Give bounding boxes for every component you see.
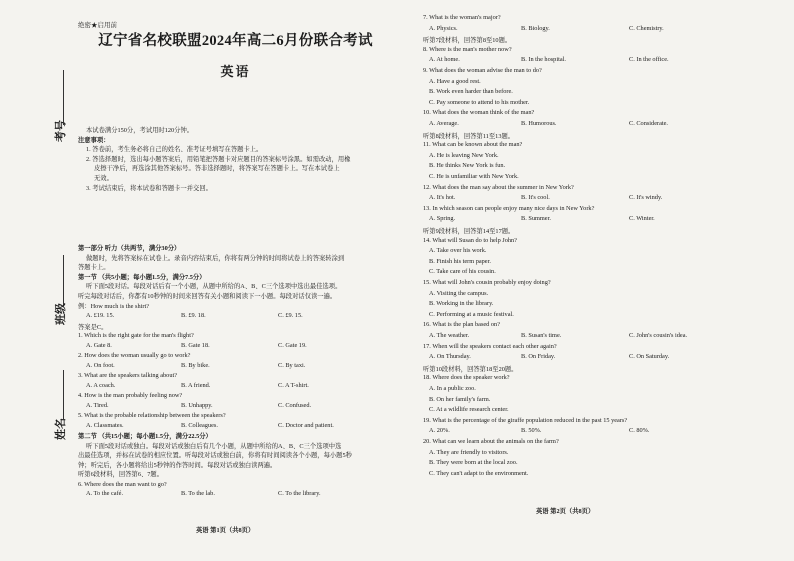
question: 5. What is the probable relationship between the speakers? [78,412,226,419]
option: A. A coach. [86,382,116,389]
option: B. Gate 18. [181,342,210,349]
sidebar-label-class: 班级 [54,303,67,325]
section2-title: 第二节 （共15小题；每小题1.5分，满分22.5分） [78,433,212,440]
material-note: 听第7段材料，回答第8至10题。 [423,37,512,45]
question: 2. How does the woman usually go to work? [78,352,191,359]
question: 3. What are the speakers talking about? [78,372,178,379]
example-option: B. £9. 18. [181,312,206,319]
example-option: A. £19. 15. [86,312,115,319]
section2-desc-line: 钟；听完后，各小题将给出5秒钟的作答时间。每段对话或独白读两遍。 [78,461,277,469]
option: A. Tired. [86,402,109,409]
option: B. Work even harder than before. [429,88,513,96]
option: A. Gate 8. [86,342,112,349]
option: A. It's hot. [429,194,456,202]
notice-line: 皮擦干净后，再选涂其他答案标号。答非选择题时，将答案写在答题卡上。写在本试卷上 [94,165,340,173]
option: C. At a wildlife research center. [429,406,509,414]
section2-desc-line: 听下面5段对话或独白。每段对话或独白后有几个小题，从题中所给的A、B、C三个选项中选 [86,442,342,450]
option: A. 20%. [429,427,450,435]
option: B. He thinks New York is fun. [429,162,506,170]
section2-desc-line: 出最佳选项，并标在试卷的相应位置。听每段对话或独白前，你将有时间阅读各个小题，每小题5秒 [78,452,352,460]
question: 11. What can be known about the man? [423,141,523,149]
option: A. He is leaving New York. [429,151,499,159]
part1-desc-line: 答题卡上。 [78,264,110,272]
page-2 [423,12,743,547]
option: B. Finish his term paper. [429,257,491,265]
option: A. They are friendly to visitors. [429,448,509,456]
exam-title: 辽宁省名校联盟2024年高二6月份联合考试 [98,33,373,49]
option: A. In a public zoo. [429,385,476,392]
question: 15. What will John's cousin probably enjoy doing? [423,279,551,286]
option: A. Spring. [429,215,456,223]
exam-number-line [63,70,64,125]
option: A. The weather. [429,332,470,339]
question: 18. Where does the speaker work? [423,374,510,382]
sidebar-label-name: 姓名 [54,418,67,440]
question: 17. When will the speakers contact each other again? [423,342,557,350]
option: A. On Thursday. [429,353,471,361]
option: B. 50%. [521,427,542,435]
option: C. They can't adapt to the environment. [429,469,529,477]
instructions [78,126,393,193]
option: C. Chemistry. [629,24,664,32]
example-option: C. £9. 15. [278,312,303,319]
binding-sidebar [0,0,70,561]
section1-title: 第一节 （共5小题；每小题1.5分，满分7.5分） [78,273,206,281]
option: B. To the lab. [181,490,215,497]
option: C. Performing at a music festival. [429,310,514,318]
notice-line: 3. 考试结束后，将本试卷和答题卡一并交回。 [86,184,212,192]
question: 8. Where is the man's mother now? [423,45,512,53]
option: C. A T-shirt. [278,382,309,389]
option: B. Summer. [521,215,551,223]
option: A. To the café. [86,490,124,497]
option: B. In the hospital. [521,56,566,64]
option: C. It's windy. [629,194,663,202]
option: C. 80%. [629,427,650,435]
option: C. In the office. [629,56,669,64]
sidebar-label-exam-number: 考号 [54,120,67,142]
option: B. It's cool. [521,194,550,202]
question: 4. How is the man probably feeling now? [78,392,183,399]
option: C. To the library. [278,490,321,497]
part1-title: 第一部分 听力（共两节，满分30分） [78,245,181,252]
question: 14. What will Susan do to help John? [423,236,517,244]
option: B. A friend. [181,382,211,389]
option: B. They were born at the local zoo. [429,459,518,467]
option: A. Physics. [429,24,458,32]
section1-desc-line: 听完每段对话后，你都有10秒钟的时间来回答有关小题和阅读下一小题。每段对话仅读一遍。 [78,292,337,300]
option: C. Gate 19. [278,342,307,349]
class-line [63,255,64,305]
subject-title: 英语 [220,64,251,79]
question: 1. Which is the right gate for the man's flight? [78,332,194,339]
example-answer: 答案是C。 [78,324,108,331]
page-footer: 英语 第1页（共8页） [196,527,255,534]
example-question: 例：How much is the shirt? [78,302,150,310]
option: B. Working in the library. [429,300,494,308]
part1-desc-line: 做题时，先将答案标在试卷上。录音内容结束后，你将有两分钟的时间将试卷上的答案转涂到 [86,254,345,262]
notice-heading: 注意事项： [78,136,110,144]
question: 7. What is the woman's major? [423,14,501,21]
option: B. Humorous. [521,120,557,127]
part1-header [78,244,393,311]
option: B. On her family's farm. [429,395,491,403]
option: B. Colleagues. [181,422,218,429]
section1-desc-line: 听下面5段对话。每段对话后有一个小题，从题中所给的A、B、C三个选项中选出最佳选项。 [86,283,342,291]
option: C. Winter. [629,215,655,223]
option: C. Considerate. [629,120,668,127]
option: A. At home. [429,56,460,64]
material-note: 听第10段材料，回答第18至20题。 [423,365,518,373]
option: C. Take care of his cousin. [429,268,496,276]
option: A. Take over his work. [429,247,487,255]
option: A. Visiting the campus. [429,289,489,297]
option: B. By bike. [181,362,210,369]
page-footer: 英语 第2页（共8页） [536,508,595,515]
option: A. Have a good rest. [429,77,481,85]
option: C. He is unfamiliar with New York. [429,173,519,180]
confidential-mark: 绝密★启用前 [78,22,117,29]
option: C. Confused. [278,402,312,409]
question: 10. What does the woman think of the man? [423,109,535,117]
option: B. Unhappy. [181,402,213,409]
option: A. Average. [429,120,459,127]
notice-line: 1. 答卷前，考生务必将自己的姓名、准考证号填写在答题卡上。 [86,146,263,154]
option: C. By taxi. [278,362,306,369]
option: C. Pay someone to attend to his mother. [429,98,530,106]
question: 12. What does the man say about the summer in New York? [423,183,574,191]
question: 9. What does the woman advise the man to do? [423,67,542,74]
option: A. On foot. [86,362,115,369]
notice-line: 2. 答选择题时，选出每小题答案后，用铅笔把答题卡对应题目的答案标号涂黑。如需改动，用橡 [86,155,351,163]
question: 6. Where does the man want to go? [78,480,167,488]
question: 19. What is the percentage of the giraffe population reduced in the past 15 years? [423,416,628,424]
page-1 [78,16,393,546]
option: C. On Saturday. [629,353,670,361]
option: B. Biology. [521,24,550,32]
option: C. Doctor and patient. [278,422,334,429]
exam-info: 本试卷满分150分，考试用时120分钟。 [86,127,194,134]
option: A. Classmates. [86,422,124,429]
question: 13. In which season can people enjoy many nice days in New York? [423,204,595,212]
option: B. On Friday. [521,353,556,361]
option: B. Susan's time. [521,332,562,339]
option: C. John's cousin's idea. [629,332,688,339]
name-line [63,370,64,420]
section2-header [78,432,393,490]
question: 16. What is the plan based on? [423,321,501,329]
material-note: 听第8段材料，回答第11至13题。 [423,132,515,140]
material-note: 听第6段材料，回答第6、7题。 [78,471,164,479]
material-note: 听第9段材料，回答第14至17题。 [423,228,515,235]
notice-line: 无效。 [94,174,113,182]
question: 20. What can we learn about the animals on the farm? [423,438,559,445]
